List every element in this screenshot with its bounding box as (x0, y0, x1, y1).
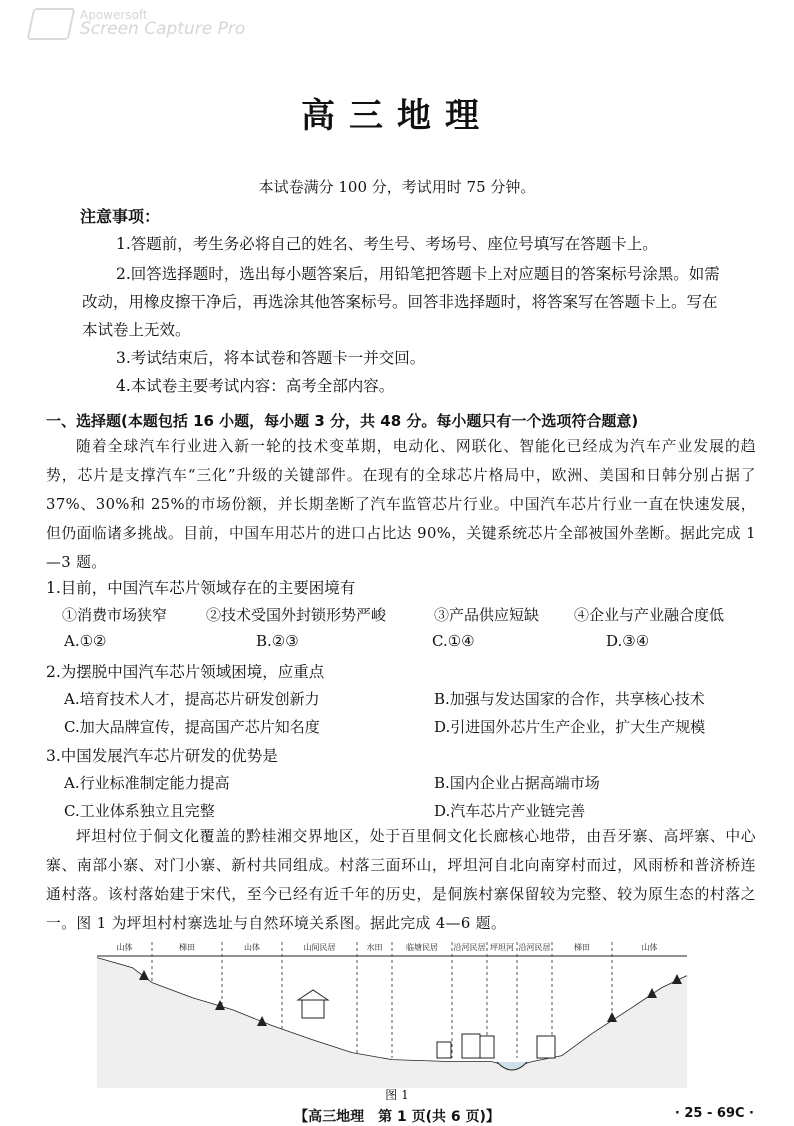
notice-item: 2.回答选择题时，选出每小题答案后，用铅笔把答题卡上对应题目的答案标号涂黑。如需改动，用橡皮擦干净后，再选涂其他答案标号。回答非选择题时，将答案写在答题卡上。写在本试卷上无效。 (82, 265, 720, 339)
figure-caption: 图 1 (385, 1088, 409, 1102)
roof-icon (298, 990, 328, 1000)
q1-option: A.①② (64, 632, 107, 650)
notice-item: 4.本试卷主要考试内容：高考全部内容。 (116, 377, 395, 395)
question-1-stem: 1.目前，中国汽车芯片领域存在的主要困境有 (46, 579, 356, 597)
notice-item: 3.考试结束后，将本试卷和答题卡一并交回。 (116, 349, 426, 367)
paper-code: · 25 - 69C · (674, 1106, 754, 1121)
notice-item: 1.答题前，考生务必将自己的姓名、考生号、考场号、座位号填写在答题卡上。 (116, 235, 658, 253)
zone-label: 水田 (366, 943, 383, 952)
q3-option: A.行业标准制定能力提高 (64, 774, 230, 792)
q1-option: C.①④ (432, 632, 475, 650)
q1-item: ①消费市场狭窄 (62, 606, 168, 624)
zone-label: 沿河民居 (518, 943, 551, 952)
question-2-stem: 2.为摆脱中国汽车芯片领域困境，应重点 (46, 663, 325, 681)
q2-option: B.加强与发达国家的合作，共享核心技术 (434, 690, 705, 708)
q3-option: D.汽车芯片产业链完善 (434, 802, 586, 820)
house-icon (437, 1042, 451, 1058)
q2-option: A.培育技术人才，提高芯片研发创新力 (64, 690, 320, 708)
question-3-stem: 3.中国发展汽车芯片研发的优势是 (46, 747, 278, 765)
zone-label: 山间民居 (303, 943, 336, 952)
figure-labels (117, 942, 658, 952)
passage-2: 坪坦村位于侗文化覆盖的黔桂湘交界地区，处于百里侗文化长廊核心地带，由吾牙寨、高坪寨、中心寨、南部小寨、对门小寨、新村共同组成。村落三面环山，坪坦河自北向南穿村而过，风雨桥和普济桥连通村落。该村落始建于宋代，至今已经有近千年的历史，是侗族村寨保留较为完整、较为原生态的村落之一。图 1 为坪坦村村寨选址与自然环境关系图。据此完成 4—6 题。 (46, 828, 756, 932)
zone-label: 梯田 (179, 943, 195, 952)
watermark-line1: Apowersoft (80, 7, 148, 22)
notice-heading: 注意事项： (80, 207, 161, 226)
watermark (30, 8, 245, 40)
zone-label: 沿河民居 (453, 943, 486, 952)
section-heading: 一、选择题(本题包括 16 小题，每小题 3 分，共 48 分。每小题只有一个选项符合题意) (46, 412, 639, 430)
q1-item: ③产品供应短缺 (434, 606, 540, 624)
q1-item: ④企业与产业融合度低 (574, 606, 725, 624)
q1-item: ②技术受国外封锁形势严峻 (206, 606, 387, 624)
house-icon (537, 1036, 555, 1058)
q2-option: C.加大品牌宣传，提高国产芯片知名度 (64, 718, 320, 736)
watermark-logo-icon (27, 8, 76, 40)
house-icon (462, 1034, 480, 1058)
house-icon (480, 1036, 494, 1058)
exam-info: 本试卷满分 100 分，考试用时 75 分钟。 (258, 178, 536, 196)
village-terrain-figure (92, 938, 692, 1088)
q3-option: B.国内企业占据高端市场 (434, 774, 600, 792)
passage-1: 随着全球汽车行业进入新一轮的技术变革期，电动化、网联化、智能化已经成为汽车产业发展的趋势，芯片是支撑汽车“三化”升级的关键部件。在现有的全球芯片格局中，欧洲、美国和日韩分别占据了 37%、30%和 25%的市场份额，并长期垄断了汽车监管芯片行业。中国汽车芯片行业一直在快速发展，但仍面临诸多挑战。目前，中国车用芯片的进口占比达 90%，关键系统芯片全部被国外垄断。据此完成 1—3 题。 (46, 438, 756, 571)
house-icon (302, 1000, 324, 1018)
watermark-line2: Screen Capture Pro (80, 19, 246, 40)
tree-icon (607, 1012, 617, 1022)
zone-label: 山体 (116, 943, 133, 952)
page-footer: 【高三地理 第 1 页(共 6 页)】 (294, 1109, 500, 1125)
page-title: 高三地理 (301, 96, 493, 136)
zone-label: 山体 (641, 943, 658, 952)
q3-option: C.工业体系独立且完整 (64, 802, 215, 820)
zone-label: 山体 (244, 943, 260, 952)
q1-option: D.③④ (606, 632, 650, 650)
q1-option: B.②③ (256, 632, 299, 650)
zone-label: 临塘民居 (406, 943, 438, 952)
q2-option: D.引进国外芯片生产企业，扩大生产规模 (434, 718, 706, 736)
zone-label: 梯田 (574, 943, 590, 952)
zone-label: 坪坦河 (490, 943, 514, 952)
